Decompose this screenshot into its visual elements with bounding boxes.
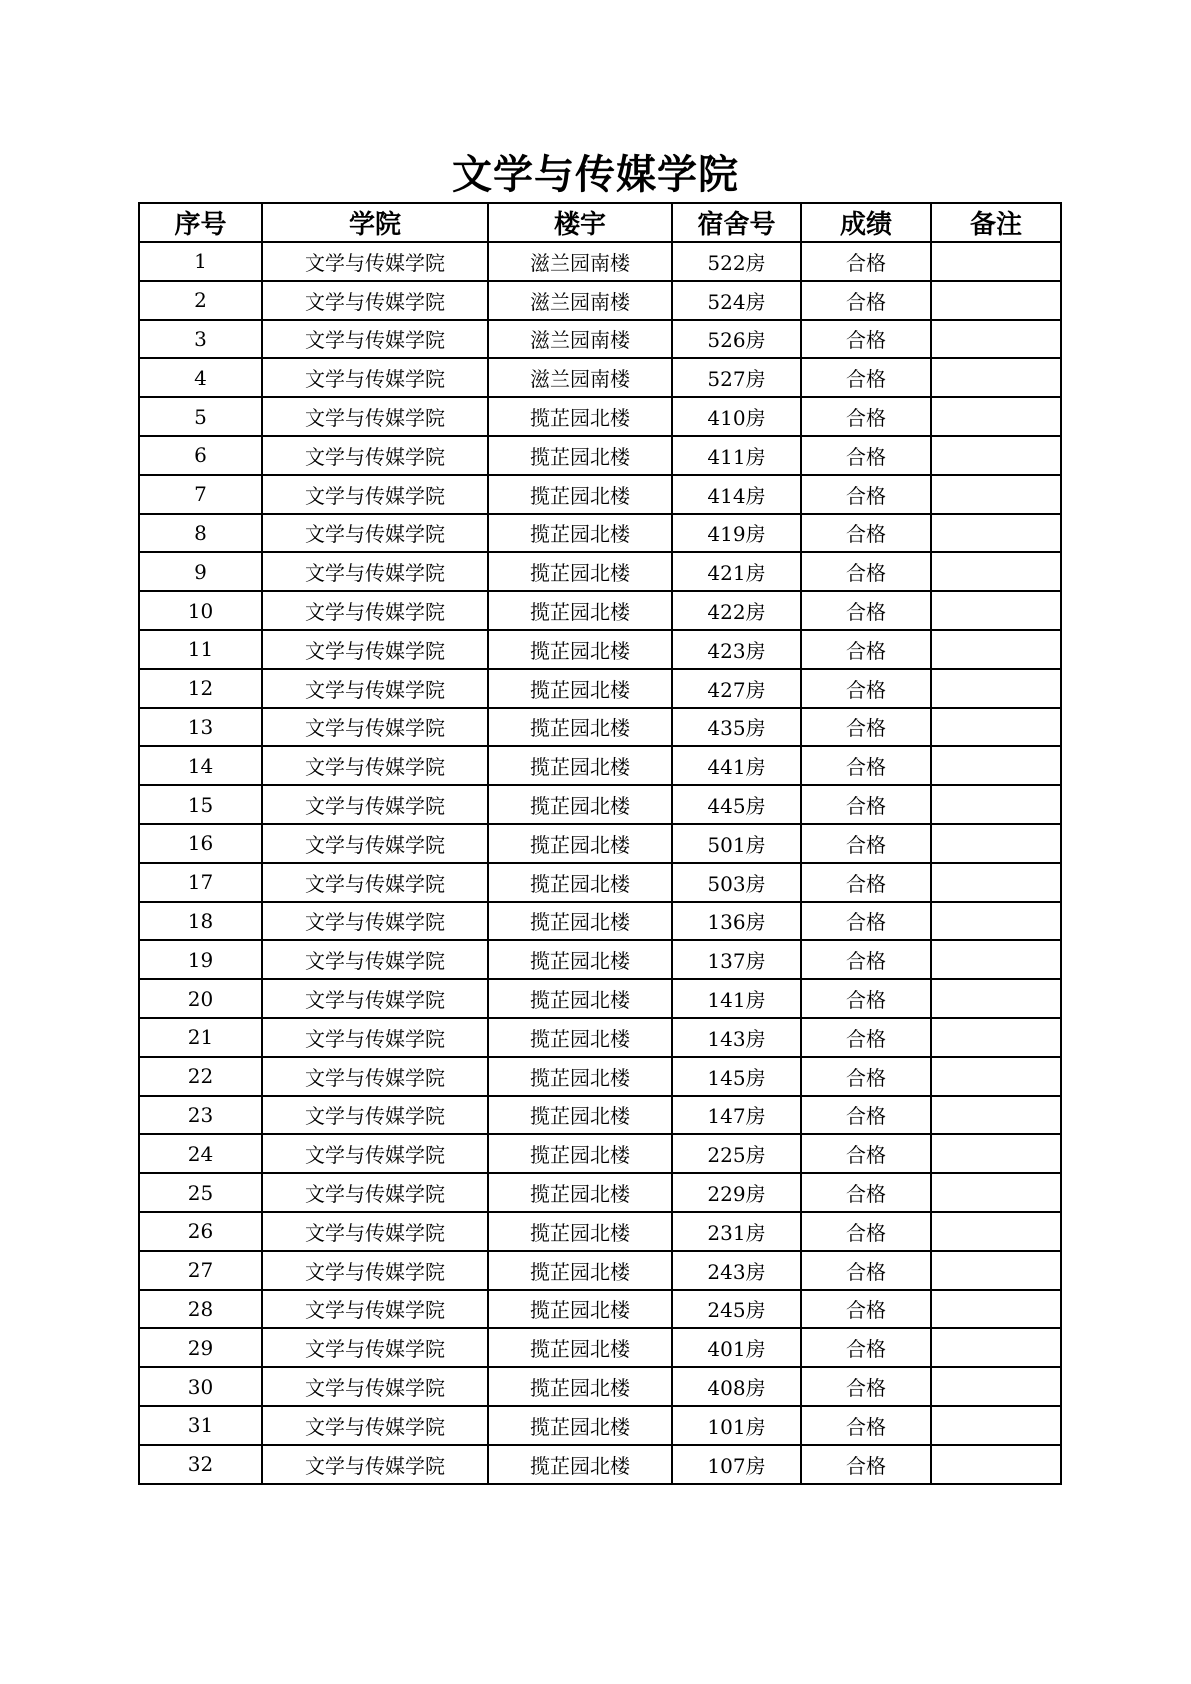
cell-college: 文学与传媒学院 (262, 940, 488, 979)
header-remarks: 备注 (931, 203, 1061, 242)
cell-result: 合格 (801, 591, 931, 630)
cell-college: 文学与传媒学院 (262, 436, 488, 475)
cell-remarks (931, 552, 1061, 591)
cell-room: 435房 (672, 708, 801, 747)
cell-index: 28 (139, 1290, 262, 1329)
cell-building: 揽芷园北楼 (488, 1096, 672, 1135)
cell-building: 揽芷园北楼 (488, 1057, 672, 1096)
cell-remarks (931, 1057, 1061, 1096)
cell-result: 合格 (801, 746, 931, 785)
cell-index: 23 (139, 1096, 262, 1135)
cell-remarks (931, 242, 1061, 281)
cell-result: 合格 (801, 1134, 931, 1173)
cell-index: 1 (139, 242, 262, 281)
cell-room: 411房 (672, 436, 801, 475)
cell-index: 30 (139, 1367, 262, 1406)
cell-result: 合格 (801, 397, 931, 436)
cell-room: 503房 (672, 863, 801, 902)
cell-index: 10 (139, 591, 262, 630)
cell-college: 文学与传媒学院 (262, 746, 488, 785)
cell-result: 合格 (801, 1251, 931, 1290)
table-row (139, 669, 1061, 708)
cell-building: 揽芷园北楼 (488, 630, 672, 669)
cell-result: 合格 (801, 824, 931, 863)
cell-room: 107房 (672, 1445, 801, 1484)
cell-college: 文学与传媒学院 (262, 669, 488, 708)
cell-index: 20 (139, 979, 262, 1018)
table-row (139, 824, 1061, 863)
cell-building: 揽芷园北楼 (488, 1212, 672, 1251)
cell-room: 445房 (672, 785, 801, 824)
cell-result: 合格 (801, 475, 931, 514)
cell-building: 揽芷园北楼 (488, 552, 672, 591)
cell-index: 15 (139, 785, 262, 824)
cell-room: 145房 (672, 1057, 801, 1096)
cell-room: 231房 (672, 1212, 801, 1251)
cell-room: 501房 (672, 824, 801, 863)
cell-index: 6 (139, 436, 262, 475)
cell-room: 441房 (672, 746, 801, 785)
cell-college: 文学与传媒学院 (262, 785, 488, 824)
cell-index: 32 (139, 1445, 262, 1484)
cell-remarks (931, 1212, 1061, 1251)
cell-remarks (931, 514, 1061, 553)
cell-college: 文学与传媒学院 (262, 397, 488, 436)
cell-room: 401房 (672, 1328, 801, 1367)
cell-remarks (931, 1096, 1061, 1135)
cell-index: 13 (139, 708, 262, 747)
table-body (139, 242, 1061, 1484)
cell-index: 17 (139, 863, 262, 902)
cell-remarks (931, 281, 1061, 320)
cell-building: 揽芷园北楼 (488, 1406, 672, 1445)
table-row (139, 1445, 1061, 1484)
cell-index: 26 (139, 1212, 262, 1251)
table-row (139, 514, 1061, 553)
cell-college: 文学与传媒学院 (262, 1057, 488, 1096)
cell-building: 揽芷园北楼 (488, 824, 672, 863)
cell-room: 414房 (672, 475, 801, 514)
cell-result: 合格 (801, 514, 931, 553)
cell-room: 423房 (672, 630, 801, 669)
cell-building: 揽芷园北楼 (488, 1290, 672, 1329)
cell-building: 揽芷园北楼 (488, 1134, 672, 1173)
cell-remarks (931, 1018, 1061, 1057)
cell-result: 合格 (801, 1367, 931, 1406)
table-row (139, 1212, 1061, 1251)
cell-remarks (931, 358, 1061, 397)
cell-college: 文学与传媒学院 (262, 281, 488, 320)
cell-building: 揽芷园北楼 (488, 669, 672, 708)
cell-room: 422房 (672, 591, 801, 630)
cell-result: 合格 (801, 630, 931, 669)
cell-remarks (931, 630, 1061, 669)
table-row (139, 940, 1061, 979)
cell-result: 合格 (801, 1406, 931, 1445)
cell-result: 合格 (801, 281, 931, 320)
cell-result: 合格 (801, 1057, 931, 1096)
cell-index: 31 (139, 1406, 262, 1445)
cell-room: 421房 (672, 552, 801, 591)
cell-result: 合格 (801, 979, 931, 1018)
cell-building: 揽芷园北楼 (488, 1328, 672, 1367)
cell-index: 4 (139, 358, 262, 397)
cell-result: 合格 (801, 785, 931, 824)
cell-result: 合格 (801, 552, 931, 591)
cell-index: 9 (139, 552, 262, 591)
header-index: 序号 (139, 203, 262, 242)
cell-college: 文学与传媒学院 (262, 475, 488, 514)
cell-building: 滋兰园南楼 (488, 358, 672, 397)
cell-college: 文学与传媒学院 (262, 824, 488, 863)
cell-remarks (931, 1406, 1061, 1445)
cell-result: 合格 (801, 708, 931, 747)
cell-room: 410房 (672, 397, 801, 436)
cell-room: 408房 (672, 1367, 801, 1406)
cell-index: 27 (139, 1251, 262, 1290)
cell-index: 16 (139, 824, 262, 863)
table-row (139, 436, 1061, 475)
cell-college: 文学与传媒学院 (262, 1173, 488, 1212)
cell-result: 合格 (801, 1290, 931, 1329)
cell-building: 揽芷园北楼 (488, 397, 672, 436)
table-row (139, 397, 1061, 436)
cell-room: 245房 (672, 1290, 801, 1329)
table-row (139, 591, 1061, 630)
cell-remarks (931, 436, 1061, 475)
table-row (139, 475, 1061, 514)
cell-college: 文学与传媒学院 (262, 591, 488, 630)
table-row (139, 902, 1061, 941)
cell-college: 文学与传媒学院 (262, 1212, 488, 1251)
table-row (139, 979, 1061, 1018)
table-row (139, 708, 1061, 747)
cell-college: 文学与传媒学院 (262, 708, 488, 747)
cell-college: 文学与传媒学院 (262, 1251, 488, 1290)
page-title: 文学与传媒学院 (452, 152, 739, 198)
cell-remarks (931, 902, 1061, 941)
cell-remarks (931, 708, 1061, 747)
header-building: 楼宇 (488, 203, 672, 242)
table-row (139, 320, 1061, 359)
cell-remarks (931, 1328, 1061, 1367)
cell-result: 合格 (801, 358, 931, 397)
cell-index: 21 (139, 1018, 262, 1057)
cell-room: 243房 (672, 1251, 801, 1290)
cell-index: 22 (139, 1057, 262, 1096)
table-row (139, 746, 1061, 785)
cell-remarks (931, 1134, 1061, 1173)
cell-room: 229房 (672, 1173, 801, 1212)
cell-result: 合格 (801, 320, 931, 359)
cell-result: 合格 (801, 1445, 931, 1484)
cell-building: 揽芷园北楼 (488, 708, 672, 747)
cell-building: 揽芷园北楼 (488, 979, 672, 1018)
cell-college: 文学与传媒学院 (262, 1367, 488, 1406)
cell-building: 滋兰园南楼 (488, 320, 672, 359)
cell-college: 文学与传媒学院 (262, 1290, 488, 1329)
table-row (139, 1406, 1061, 1445)
cell-result: 合格 (801, 1173, 931, 1212)
cell-building: 滋兰园南楼 (488, 242, 672, 281)
cell-room: 524房 (672, 281, 801, 320)
cell-index: 29 (139, 1328, 262, 1367)
cell-remarks (931, 979, 1061, 1018)
table-header-row (139, 203, 1061, 242)
cell-room: 143房 (672, 1018, 801, 1057)
cell-room: 522房 (672, 242, 801, 281)
table-row (139, 1251, 1061, 1290)
cell-college: 文学与传媒学院 (262, 1018, 488, 1057)
cell-remarks (931, 1251, 1061, 1290)
cell-college: 文学与传媒学院 (262, 1445, 488, 1484)
cell-building: 揽芷园北楼 (488, 940, 672, 979)
cell-building: 揽芷园北楼 (488, 475, 672, 514)
cell-remarks (931, 669, 1061, 708)
cell-room: 137房 (672, 940, 801, 979)
cell-result: 合格 (801, 242, 931, 281)
table-row (139, 785, 1061, 824)
cell-remarks (931, 785, 1061, 824)
header-result: 成绩 (801, 203, 931, 242)
cell-college: 文学与传媒学院 (262, 1328, 488, 1367)
cell-building: 揽芷园北楼 (488, 514, 672, 553)
cell-room: 141房 (672, 979, 801, 1018)
cell-result: 合格 (801, 940, 931, 979)
cell-building: 揽芷园北楼 (488, 591, 672, 630)
table-row (139, 242, 1061, 281)
cell-index: 2 (139, 281, 262, 320)
cell-college: 文学与传媒学院 (262, 863, 488, 902)
cell-index: 25 (139, 1173, 262, 1212)
cell-remarks (931, 591, 1061, 630)
cell-college: 文学与传媒学院 (262, 552, 488, 591)
cell-room: 101房 (672, 1406, 801, 1445)
cell-result: 合格 (801, 1328, 931, 1367)
cell-result: 合格 (801, 1018, 931, 1057)
table-row (139, 1173, 1061, 1212)
cell-result: 合格 (801, 436, 931, 475)
cell-college: 文学与传媒学院 (262, 630, 488, 669)
table-row (139, 1367, 1061, 1406)
cell-remarks (931, 824, 1061, 863)
header-college: 学院 (262, 203, 488, 242)
cell-college: 文学与传媒学院 (262, 902, 488, 941)
cell-index: 7 (139, 475, 262, 514)
cell-building: 揽芷园北楼 (488, 746, 672, 785)
cell-room: 225房 (672, 1134, 801, 1173)
dormitory-table (138, 202, 1062, 1485)
table-row (139, 1328, 1061, 1367)
cell-college: 文学与传媒学院 (262, 358, 488, 397)
cell-remarks (931, 1173, 1061, 1212)
cell-index: 14 (139, 746, 262, 785)
cell-remarks (931, 863, 1061, 902)
cell-building: 揽芷园北楼 (488, 863, 672, 902)
cell-remarks (931, 397, 1061, 436)
cell-building: 揽芷园北楼 (488, 1251, 672, 1290)
table-row (139, 1057, 1061, 1096)
table-row (139, 1290, 1061, 1329)
cell-remarks (931, 940, 1061, 979)
cell-room: 136房 (672, 902, 801, 941)
cell-result: 合格 (801, 1096, 931, 1135)
header-room: 宿舍号 (672, 203, 801, 242)
cell-remarks (931, 1290, 1061, 1329)
cell-building: 揽芷园北楼 (488, 1445, 672, 1484)
table-row (139, 1134, 1061, 1173)
cell-room: 526房 (672, 320, 801, 359)
cell-result: 合格 (801, 902, 931, 941)
cell-result: 合格 (801, 669, 931, 708)
cell-building: 揽芷园北楼 (488, 436, 672, 475)
cell-index: 5 (139, 397, 262, 436)
table-row (139, 863, 1061, 902)
table-row (139, 281, 1061, 320)
cell-index: 24 (139, 1134, 262, 1173)
cell-remarks (931, 475, 1061, 514)
cell-building: 滋兰园南楼 (488, 281, 672, 320)
cell-index: 3 (139, 320, 262, 359)
cell-index: 11 (139, 630, 262, 669)
cell-result: 合格 (801, 863, 931, 902)
table-row (139, 358, 1061, 397)
cell-college: 文学与传媒学院 (262, 242, 488, 281)
cell-remarks (931, 320, 1061, 359)
cell-room: 427房 (672, 669, 801, 708)
cell-room: 147房 (672, 1096, 801, 1135)
cell-result: 合格 (801, 1212, 931, 1251)
cell-index: 19 (139, 940, 262, 979)
cell-index: 8 (139, 514, 262, 553)
cell-building: 揽芷园北楼 (488, 902, 672, 941)
cell-room: 419房 (672, 514, 801, 553)
cell-building: 揽芷园北楼 (488, 1367, 672, 1406)
table-row (139, 1018, 1061, 1057)
cell-college: 文学与传媒学院 (262, 514, 488, 553)
cell-building: 揽芷园北楼 (488, 785, 672, 824)
cell-college: 文学与传媒学院 (262, 320, 488, 359)
cell-index: 12 (139, 669, 262, 708)
table-row (139, 630, 1061, 669)
table-row (139, 552, 1061, 591)
cell-building: 揽芷园北楼 (488, 1018, 672, 1057)
cell-building: 揽芷园北楼 (488, 1173, 672, 1212)
cell-remarks (931, 1445, 1061, 1484)
cell-college: 文学与传媒学院 (262, 1134, 488, 1173)
cell-college: 文学与传媒学院 (262, 1406, 488, 1445)
cell-room: 527房 (672, 358, 801, 397)
table-row (139, 1096, 1061, 1135)
cell-index: 18 (139, 902, 262, 941)
cell-college: 文学与传媒学院 (262, 979, 488, 1018)
cell-remarks (931, 746, 1061, 785)
cell-college: 文学与传媒学院 (262, 1096, 488, 1135)
cell-remarks (931, 1367, 1061, 1406)
